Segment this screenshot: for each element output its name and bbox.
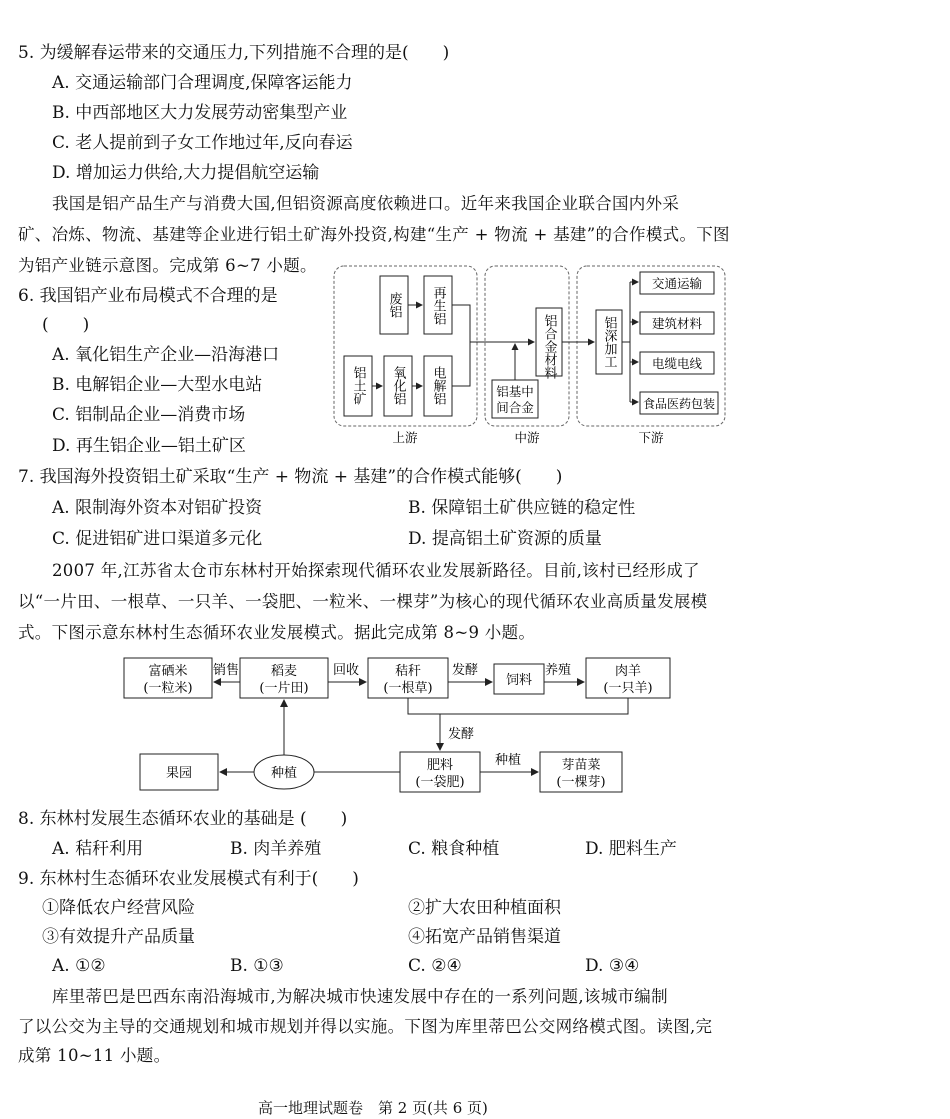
q7-option-d: D. 提高铝土矿资源的质量: [408, 529, 602, 549]
alumina-label: 氧化铝: [390, 366, 406, 405]
q8-option-c: C. 粮食种植: [408, 839, 500, 859]
feed-label: 饲料: [505, 673, 533, 688]
q5-stem: 5. 为缓解春运带来的交通压力,下列措施不合理的是( ): [18, 43, 450, 63]
q9-statement-2: ②扩大农田种植面积: [408, 898, 561, 918]
q6-option-a: A. 氧化铝生产企业—沿海港口: [52, 345, 280, 365]
ferment-label: 发酵: [451, 663, 479, 678]
fertilizer-label-2: (一袋肥): [415, 775, 465, 790]
electrolytic-aluminum-label: 电解铝: [430, 366, 446, 405]
sell-label: 销售: [212, 663, 240, 678]
passage2-line2: 以“一片田、一根草、一只羊、一袋肥、一粒米、一棵芽”为核心的现代循环农业高质量发展模: [18, 592, 708, 611]
selenium-rice-label-2: (一粒米): [143, 681, 193, 696]
fertilizer-label-1: 肥料: [426, 758, 454, 773]
upstream-label: 上游: [392, 430, 418, 445]
building-materials-label: 建筑材料: [651, 316, 703, 331]
straw-label-2: (一根草): [383, 681, 433, 696]
sprout-label-1: 芽苗菜: [561, 758, 601, 773]
straw-label-1: 秸秆: [394, 664, 422, 679]
q5-option-d: D. 增加运力供给,大力提倡航空运输: [52, 163, 320, 183]
deep-processing-label: 铝深加工: [601, 316, 617, 368]
q6-option-b: B. 电解铝企业—大型水电站: [52, 375, 263, 395]
q6-option-d: D. 再生铝企业—铝土矿区: [52, 436, 246, 456]
transport-label: 交通运输: [651, 276, 703, 291]
sprout-label-2: (一棵芽): [556, 775, 606, 790]
q5-option-a: A. 交通运输部门合理调度,保障客运能力: [52, 73, 353, 93]
cable-label: 电缆电线: [651, 356, 703, 371]
orchard-label: 果园: [165, 766, 193, 781]
aluminum-chain-diagram: [330, 262, 730, 448]
passage3-line2: 了以公交为主导的交通规划和城市规划并得以实施。下图为库里蒂巴公交网络模式图。读图,完: [18, 1017, 713, 1036]
recycle-label: 回收: [332, 663, 360, 678]
passage3-line3: 成第 10~11 小题。: [18, 1046, 171, 1065]
q8-option-d: D. 肥料生产: [585, 839, 677, 859]
master-alloy-label-2: 间合金: [496, 400, 534, 415]
q8-option-b: B. 肉羊养殖: [230, 839, 322, 859]
page-footer: 高一地理试题卷 第 2 页(共 6 页): [258, 1099, 488, 1117]
q9-stem: 9. 东林村生态循环农业发展模式有利于( ): [18, 869, 359, 889]
q9-option-a: A. ①②: [52, 956, 106, 976]
breed-label: 养殖: [544, 663, 572, 678]
q6-stem: 6. 我国铝产业布局模式不合理的是: [18, 286, 278, 306]
mutton-label-2: (一只羊): [603, 681, 653, 696]
passage3-line1: 库里蒂巴是巴西东南沿海城市,为解决城市快速发展中存在的一系列问题,该城市编制: [52, 987, 668, 1006]
q9-option-d: D. ③④: [585, 956, 640, 976]
rice-wheat-label-2: (一片田): [259, 681, 309, 696]
planting-label: 种植: [270, 766, 298, 781]
midstream-label: 中游: [514, 430, 540, 445]
q6-paren: ( ): [42, 315, 90, 335]
q9-option-c: C. ②④: [408, 956, 462, 976]
passage1-line1: 我国是铝产品生产与消费大国,但铝资源高度依赖进口。近年来我国企业联合国内外采: [52, 194, 680, 213]
waste-aluminum-label: 废铝: [386, 292, 402, 318]
q7-option-a: A. 限制海外资本对铝矿投资: [52, 498, 263, 518]
q5-option-c: C. 老人提前到子女工作地过年,反向春运: [52, 133, 353, 153]
passage1-line3: 为铝产业链示意图。完成第 6~7 小题。: [18, 256, 317, 275]
selenium-rice-label-1: 富硒米: [148, 664, 188, 679]
q9-statement-3: ③有效提升产品质量: [42, 927, 195, 947]
packaging-label: 食品医药包装: [642, 397, 716, 411]
q7-stem: 7. 我国海外投资铝土矿采取“生产 + 物流 + 基建”的合作模式能够( ): [18, 467, 563, 487]
q9-statement-4: ④拓宽产品销售渠道: [408, 927, 561, 947]
passage1-line2: 矿、冶炼、物流、基建等企业进行铝土矿海外投资,构建“生产 + 物流 + 基建”的合作模式。下图: [18, 225, 730, 244]
ferment2-label: 发酵: [448, 727, 475, 742]
farm-cycle-diagram: [118, 652, 678, 800]
q6-option-c: C. 铝制品企业—消费市场: [52, 405, 246, 425]
passage2-line1: 2007 年,江苏省太仓市东林村开始探索现代循环农业发展新路径。目前,该村已经形成了: [52, 561, 700, 580]
recycled-aluminum-label: 再生铝: [430, 286, 446, 325]
passage2-line3: 式。下图示意东林村生态循环农业发展模式。据此完成第 8~9 小题。: [18, 623, 536, 642]
q5-option-b: B. 中西部地区大力发展劳动密集型产业: [52, 103, 348, 123]
bauxite-label: 铝土矿: [350, 366, 366, 405]
plant-label: 种植: [494, 753, 522, 768]
q7-option-b: B. 保障铝土矿供应链的稳定性: [408, 498, 636, 518]
rice-wheat-label-1: 稻麦: [270, 664, 298, 679]
q8-stem: 8. 东林村发展生态循环农业的基础是 ( ): [18, 809, 348, 829]
q9-option-b: B. ①③: [230, 956, 284, 976]
mutton-label-1: 肉羊: [614, 664, 642, 679]
aluminum-alloy-label: 铝合金材料: [541, 314, 557, 379]
downstream-label: 下游: [638, 430, 664, 445]
master-alloy-label-1: 铝基中: [496, 384, 534, 399]
q9-statement-1: ①降低农户经营风险: [42, 898, 195, 918]
q7-option-c: C. 促进铝矿进口渠道多元化: [52, 529, 263, 549]
q8-option-a: A. 秸秆利用: [52, 839, 144, 859]
